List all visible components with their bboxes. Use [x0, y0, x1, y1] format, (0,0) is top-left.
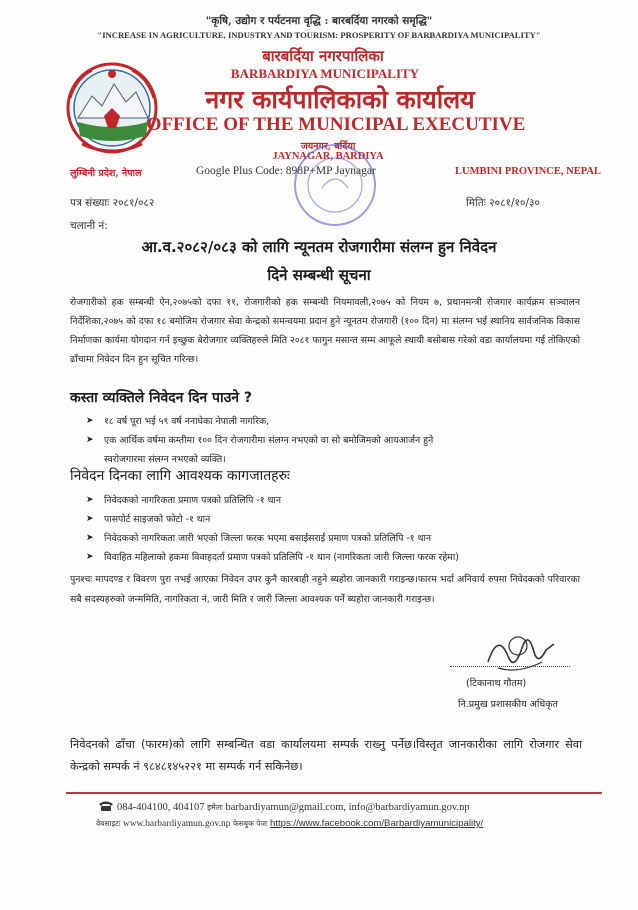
municipality-name-nepali: बारबर्दिया नगरपालिका	[262, 47, 384, 65]
municipality-name-english: BARBARDIYA MUNICIPALITY	[230, 66, 420, 81]
office-name-nepali: नगर कार्यपालिकाको कार्यालय	[205, 85, 475, 114]
facebook-link[interactable]: https://www.facebook.com/Barbardiyamunicipality/	[269, 818, 484, 829]
eligibility-list	[86, 412, 566, 469]
list-item: ➤ निवेदकको नागरिकता प्रमाण पत्रको प्रतिलिपि -१ थान	[86, 491, 566, 510]
contact-paragraph: निवेदनको ढाँचा (फारम)को लागि सम्बन्धित वडा कार्यालयमा सम्पर्क राख्नु पर्नेछ।विस्तृत जानकारीका लागि रोजगार सेवा केन्द्रको सम्पर्क नं ९८४८१४५२२१ मा सम्पर्क गर्न सकिनेछ।	[70, 738, 582, 773]
plus-code: Google Plus Code: 898P+MP Jaynagar	[196, 165, 376, 177]
arrow-bullet-icon: ➤	[86, 435, 94, 445]
signatory-name: (टिकानाथ गौतम)	[466, 678, 527, 689]
notice-title-line-2: दिने सम्बन्धी सूचना	[267, 266, 371, 284]
postscript-note: पुनश्चः मापदण्ड र विवरण पुरा नभई आएका निवेदन उपर कुनै कारबाही नहुने ब्यहोरा जानकारी गराइन्छ।फारम भर्दा अनिवार्य रुपमा निवेदकको परिवारका सबै सदस्यहरुको जन्ममिति, नागरिकता नं, जारी मिति र जारी जिल्ला आवश्यक पर्ने ब्यहोरा जानकारी गराइन्छ।	[70, 574, 580, 605]
list-item: ➤ पासपोर्ट साइजको फोटो -१ थान	[86, 510, 566, 529]
letter-date: मितिः २०८१/१०/३०	[466, 197, 540, 209]
handwritten-signature-icon	[478, 622, 560, 682]
phone-number: 084-404100, 404107	[117, 802, 205, 813]
letter-number: पत्र संख्याः २०८१/०८२	[70, 197, 155, 209]
office-name-english: OFFICE OF THE MUNICIPAL EXECUTIVE	[146, 114, 526, 135]
footer-contact	[98, 800, 470, 813]
website-link[interactable]: www.barbardiyamun.gov.np	[122, 819, 231, 829]
list-item: ➤ एक आर्थिक वर्षमा कम्तीमा १०० दिन रोजगारीमा संलग्न नभएको वा सो बमोजिमको आयआर्जन हुने	[86, 431, 566, 450]
office-round-stamp-icon	[290, 140, 380, 230]
email-addresses[interactable]: barbardiyamun@gmail.com, info@barbardiyamun.gov.np	[225, 802, 470, 813]
notice-title-line-1: आ.व.२०८२/०८३ को लागि न्यूनतम रोजगारीमा संलग्न हुन निवेदन	[141, 238, 497, 256]
province-nepali: लुम्बिनी प्रदेश, नेपाल	[70, 168, 142, 179]
footer-divider	[66, 792, 602, 794]
slogan-english: "INCREASE IN AGRICULTURE, INDUSTRY AND TOURISM: PROSPERITY OF BARBARDIYA MUNICIPALITY"	[97, 30, 541, 40]
arrow-bullet-icon: ➤	[86, 495, 94, 505]
eligibility-heading: कस्ता व्यक्तिले निवेदन दिन पाउने ?	[70, 390, 253, 406]
dispatch-number: चलानी नं:	[70, 220, 108, 232]
documents-heading: निवेदन दिनका लागि आवश्यक कागजातहरुः	[70, 468, 290, 484]
documents-list	[86, 491, 566, 567]
address-english: JAYNAGAR, BARDIYA	[272, 151, 384, 162]
intro-paragraph: रोजगारीको हक सम्बन्धी ऐन,२०७५को दफा ११, रोजगारीको हक सम्बन्धी नियमावली,२०७५ को नियम ७, प्रधानमन्त्री रोजगार कार्यक्रम सञ्चालन निर्देशिका,२०७५ को दफा १८ बमोजिम रोजगार सेवा केन्द्रको समन्वयमा प्रदान हुने न्यूनतम रोजगारी (१०० दिन) मा संलग्न भई स्थानिय सार्वजनिक विकास निर्माणका कार्यमा योगदान गर्न इच्छुक बेरोजगार व्यक्तिहरुले मिति २०८१ फागुन मसान्त सम्म आफूले स्थायी बसोबास गरेको वडा कार्यालयमा गई तोकिएको ढाँचामा निवेदन दिन हुन सूचित गरिन्छ।	[70, 297, 580, 365]
list-item: ➤ निवेदकको नागरिकता जारी भएको जिल्ला फरक भएमा बसाईसराई प्रमाण पत्रको प्रतिलिपि -१ थान	[86, 529, 566, 548]
list-item: ➤ विवाहित महिलाको हकमा विवाहदर्ता प्रमाण पत्रको प्रतिलिपि -१ थान (नागरिकता जारी जिल्ला फरक रहेमा)	[86, 548, 566, 567]
slogan-nepali: "कृषि, उद्योग र पर्यटनमा वृद्धि : बारबर्दिया नगरको समृद्धि"	[205, 15, 433, 27]
signatory-title: नि.प्रमुख प्रशासकीय अधिकृत	[458, 699, 558, 710]
arrow-bullet-icon: ➤	[86, 552, 94, 562]
province-english: LUMBINI PROVINCE, NEPAL	[455, 166, 601, 177]
list-item: ➤ १८ वर्ष पूरा भई ५९ वर्ष ननाघेका नेपाली नागरिक,	[86, 412, 566, 431]
facebook-label: फेसबुक पेजः	[232, 819, 268, 828]
email-label: इमेलः	[207, 803, 223, 812]
address-nepali: जयनगर, बर्दिया	[300, 141, 356, 152]
list-item-continuation: स्वरोजगारमा संलग्न नभएको व्यक्ति।	[104, 454, 226, 465]
arrow-bullet-icon: ➤	[86, 533, 94, 543]
footer-web	[96, 818, 483, 829]
arrow-bullet-icon: ➤	[86, 514, 94, 524]
telephone-icon	[98, 800, 114, 812]
signature-line	[450, 666, 570, 667]
arrow-bullet-icon: ➤	[86, 416, 94, 426]
website-label: वेबसाइटः	[96, 819, 121, 828]
